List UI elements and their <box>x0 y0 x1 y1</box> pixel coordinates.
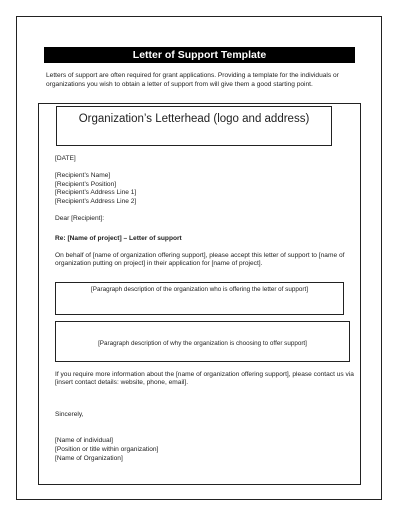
salutation: Dear [Recipient]: <box>55 215 105 222</box>
document-title: Letter of Support Template <box>44 47 355 63</box>
letterhead-placeholder: Organization’s Letterhead (logo and address) <box>56 106 332 146</box>
recipient-address-2: [Recipient’s Address Line 2] <box>55 197 137 205</box>
body-intro: On behalf of [name of organization offering support], please accept this letter of support to [name of organization putting on project] in their application for [name of project]. <box>55 252 345 268</box>
recipient-name: [Recipient’s Name] <box>55 172 111 179</box>
contact-paragraph: If you require more information about the [name of organization offering support], please contact us via [insert contact details: website, phone, email]. <box>55 371 354 387</box>
date-placeholder: [DATE] <box>55 155 76 162</box>
signature-name: [Name of individual] <box>55 437 113 444</box>
signature-position: [Position or title within organization] <box>55 446 159 453</box>
paragraph-box-organization: [Paragraph description of the organization who is offering the letter of support] <box>55 282 344 315</box>
recipient-position: [Recipient’s Position] <box>55 180 117 188</box>
closing: Sincerely, <box>55 411 84 418</box>
recipient-address-1: [Recipient’s Address Line 1] <box>55 189 137 196</box>
subject-line: Re: [Name of project] – Letter of support <box>55 235 182 242</box>
signature-organization: [Name of Organization] <box>55 455 123 462</box>
intro-text: Letters of support are often required for grant applications. Providing a template for the individuals or organizations you wish to obtain a letter of support from will give them a good starting point. <box>46 72 339 88</box>
paragraph-box-reason: [Paragraph description of why the organization is choosing to offer support] <box>55 321 350 362</box>
